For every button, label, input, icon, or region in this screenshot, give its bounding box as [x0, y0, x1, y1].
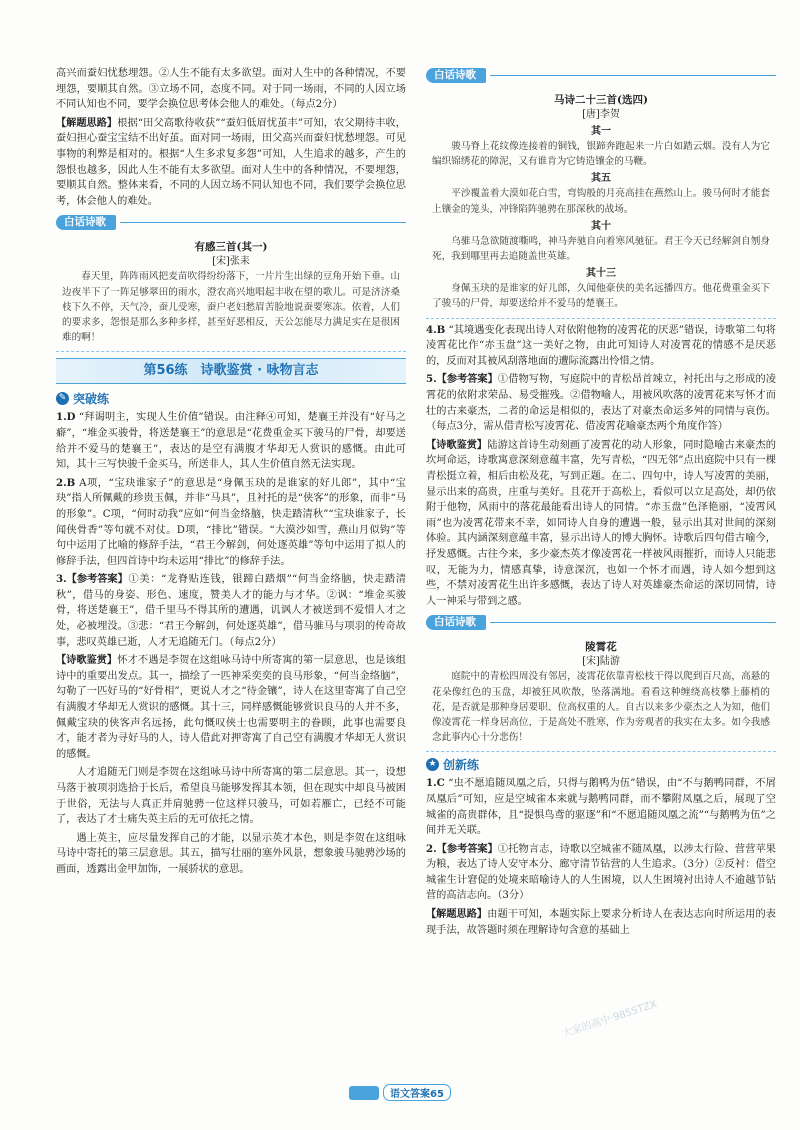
- question-answer: “其境遇变化表现出诗人对依附他物的凌霄花的厌恶”错误，诗歌第二句将凌霄花比作“赤玉盘”这一美好之物，由此可知诗人对凌霄花的情感不是厌恶的，反而对其被风刮落地面的遭际流露出怜惜之情。: [426, 324, 776, 367]
- poem-translation: 平沙覆盖着大漠如花白雪，弯钩般的月亮高挂在燕然山上。骏马何时才能套上镶金的笼头，冲锋陷阵驰骋在那深秋的战场。: [432, 188, 770, 215]
- question-answer: ①美：“龙脊贴连钱，银蹄白踏烟”“何当金络脑，快走踏清秋”，借马的身姿、形色、速度，赞美人才的能力与才华。②讽：“堆金买骏骨，将送楚襄王”，借千里马不得其所的遭遇，讥讽人才被送到不爱惜人才之处，必被埋没。③悲：“君王今解剑，何处逐英雄”，借马骓马与项羽的传奇故事，悲叹英雄已逝，人才无追随无门。（每点2分）: [56, 574, 406, 648]
- question-number: 2.: [426, 842, 437, 855]
- poem-author: [宋]陆游: [582, 656, 620, 668]
- appreciation-text: 怀才不遇是李贺在这组咏马诗中所寄寓的第一层意思，也是该组诗中的重要出发点。其一，描绘了一匹神采奕奕的良马形象，“何当金络脑”，勾勒了一匹好马的“好骨相”，更说人才之“待金镶”，诗人在这里寄寓了自己空有满腹才华却无人赏识的感慨。其十三，同样感慨能够赏识良马的人并不多，佩戴宝玦的侠客声名远扬，此句慨叹侠士也需要明主的眷顾，此事也需要良才，能才者为寻好马的人，诗人借此对押寄寓了自己空有满腹才华却无人赏识的感慨。: [56, 655, 406, 760]
- question-answer: ①托物言志，诗歌以空城雀不随凤凰，以涉太行险、营营苹果为粮，表达了诗人安守本分、廊守清节钻营的人生追求。（3分）②反衬：借空城雀生计窘促的处境来暗喻诗人的人生困境，以人生困境衬出诗人不逾越节钻营的高洁志向。（3分）: [426, 843, 776, 902]
- appreciation-tag: 【诗歌鉴赏】: [56, 654, 118, 667]
- practice-heading: ✎ 突破练: [56, 390, 406, 407]
- poem-translation-box: [426, 90, 776, 319]
- answer-tag: 【参考答案】: [436, 373, 498, 386]
- poem-title: 陵霄花: [585, 641, 617, 654]
- vernacular-poem-banner: [56, 213, 406, 231]
- poem-translation: 乌骓马急欲随渡嘶鸣，神马奔驰自向着寒风驰征。君王今天已经解剑自刎身死，我到哪里再去追随盖世英雄。: [432, 235, 770, 263]
- poem-part-title: 其十: [591, 220, 611, 232]
- poem-part-title: 其一: [591, 126, 611, 137]
- page-number: 语文答案65: [383, 1084, 451, 1101]
- question-number: 5.: [426, 373, 437, 386]
- question-number: 2.B: [56, 476, 76, 489]
- poem-part-title: 其五: [591, 173, 611, 185]
- banner-label: 白话诗歌: [426, 68, 486, 83]
- poem-author: [唐]李贺: [582, 109, 620, 120]
- question-number: 1.D: [56, 411, 76, 424]
- poem-author: [宋]张耒: [212, 256, 250, 268]
- right-column: [426, 66, 776, 941]
- appreciation-paragraph: 人才追随无门则是李贺在这组咏马诗中所寄寓的第二层意思。其一，设想马落于被项羽选拾于长后，希望良马能够发挥其本领，但在现实中却良马被困于世俗，无法与人真正并肩驰骋一位这样只骏马，可如若雁亡，已经不可能了，表达了才士痛失英主后的无可依托之情。: [56, 767, 406, 826]
- page-footer: [0, 1084, 800, 1101]
- question-answer: “虫不愿追随凤凰之后，只得与鹅鸭为伍”错误，由“不与鹅鸭同群，不屑凤凰后”可知，应是空城雀本来就与鹅鸭同群，而不攀附凤凰之后，展现了空城雀的高贵群体，且“提惧鸟鸢的驱逐”和“不愿追随凤凰之流”“与鹅鸭为伍”之间并无关联。: [426, 778, 776, 837]
- appreciation-text: 陆游这首诗生动刻画了凌霄花的动人形象，同时隐喻古来豪杰的坎坷命运，诗歌寓意深刻意蕴丰富，先写青松，“四无邻”点出庭院中只有一棵青松挺立着，相后由松及花，写到正题。在二、四句中，诗人写凌霄的美丽，显示出来的高贵，庄重与美好。且花开于高松上，看似可以立足高处，却仍依附于他物，风雨中的落花最能看出诗人的同情。“赤玉盘”色泽艳丽，“凌霄风雨”也为凌霄花带来不幸，如同诗人自身的遭遇一般，显示出其对世间的深刻体验。其内涵深刻意蕴丰富，显示出诗人的博大胸怀。诗歌后四句借古喻今，抒发感慨。古往今来，多少豪杰英才像凌霄花一样被风雨摧折，而诗人只能悲叹，无能为力，情感真挚，诗意深沉，也如一个怀才而遇，诗人如今想到这些，不禁对凌霄花生出许多感慨，表达了诗人对英雄豪杰命运的深切同情，诗人一神采与带到之感。: [426, 439, 776, 607]
- question-answer: “拜谒明主，实现人生价值”错误。由注释④可知，楚襄王并没有“好马之癖”，“堆金买骏骨，将送楚襄王”的意思是“花费重金买下骏马的尸骨，却要送给并不爱马的楚襄王”，表达的是空有满腹才华却无人赏识的感慨。由此可知，其十三写快骏千金买马，所送非人，其人生价值自然无法实现。: [56, 412, 406, 471]
- poem-title: 马诗二十三首(选四): [554, 94, 648, 106]
- analysis-tag: 【解题思路】: [426, 908, 488, 921]
- answer-tag: 【参考答案】: [436, 842, 498, 855]
- answer-paragraph: 高兴而蚕妇忧愁埋怨。②人生不能有太多欲望。面对人生中的各种情况，不要埋怨，要顺其自然。③立场不同，态度不同。对于同一场雨，不同的人因立场不同认知也不同，要学会换位思考体会他人的难处。（每点2分）: [56, 68, 406, 111]
- question-number: 1.C: [426, 777, 445, 790]
- analysis-tag: 【解题思路】: [56, 116, 118, 129]
- analysis-text: 由题干可知，本题实际上要求分析诗人在表达志向时所运用的表现手法，故答题时须在理解诗句含意的基础上: [426, 909, 776, 936]
- left-column: [56, 66, 406, 881]
- answer-tag: 【参考答案】: [66, 573, 128, 586]
- appreciation-paragraph: 遇上英主，应尽量发挥自己的才能，以显示英才本色，则是李贺在这组咏马诗中寄托的第三层意思。其五，描写壮丽的塞外风景，想象骏马驰骋沙场的画面，透露出金甲加饰，一展骄状的意思。: [56, 832, 406, 875]
- question-number: 4.B: [426, 323, 446, 336]
- poem-translation: 骏马脊上花纹像连接着的铜钱，银蹄奔跑起来一片白如踏云烟。没有人为它编织锦绣花的障泥，又有谁肯为它铸造镶金的马鞭。: [432, 141, 770, 168]
- poem-translation: 春天里，阵阵雨风把麦苗吹得纷纷落下，一片片生出绿的豆角开始下垂。山边夜半下了一阵足够翠田的雨水，澄农高兴地唱起丰收在望的歌儿。可是济济桑枝下久不停，天气冷，蚕儿受寒，蚕户老妇愁眉苦脸地说蚕要寒冻。依着，人们的要求多，怨恨是那么多种多样，甚至好恶相反，天公怎能尽力满足实在是很困难的啊！: [62, 271, 400, 344]
- pencil-icon: ✎: [56, 392, 69, 405]
- poem-translation: 身佩玉玦的是谁家的好儿郎，久闻他豪侠的美名远播四方。他花费重金买下了骏马的尸骨，却要送给并不爱马的楚襄王。: [432, 283, 770, 310]
- poem-title: 有感三首(其一): [194, 241, 268, 254]
- vernacular-poem-banner: [426, 613, 776, 631]
- watermark: 大家的高中·985STZX: [561, 998, 659, 1040]
- section-title: 第56练 诗歌鉴赏 · 咏物言志: [56, 358, 406, 384]
- poem-translation-box: [56, 237, 406, 352]
- question-answer: ①借物写物，写庭院中的青松昂首竦立，衬托出与之形成的凌霄花的依附求荣品、易受摧残。②借物喻人，用被风吹落的凌霄花来写怀才而壮的古来豪杰，二者的命运是相似的，表达了对豪杰命运多舛的同情与哀伤。（每点3分，需从借青松写凌霄花、借凌霄花喻豪杰两个角度作答）: [426, 374, 776, 433]
- question-number: 3.: [56, 573, 67, 586]
- brand-logo-icon: [349, 1086, 379, 1100]
- banner-label: 白话诗歌: [56, 215, 116, 230]
- innovation-heading: ★ 创新练: [426, 756, 776, 773]
- poem-translation: 庭院中的青松四周没有邻居，凌霄花依靠青松枝干得以爬到百尺高，高悬的花朵像红色的玉盘，却被狂风吹散，坠落满地。看看这种缠绕高枝攀上藤梢的花，是否就是那种身居要职、位高权重的人。自古以来多少豪杰之人为知，他们像凌霄花一样身居高位，于是高处不胜寒，作为旁观者的我实在太多。如今我感念此事内心十分悲伤！: [432, 671, 770, 744]
- question-answer: A项，“宝玦谁家子”的意思是“身佩玉玦的是谁家的好儿郎”，其中“宝玦”指人所佩戴的珍贵玉佩，并非“马具”，且衬托的是“侠客”的形象，而非“马的形象”。C项，“何时动我”应如“何当金络脑，快走踏清秋”“宝玦谁家子，长闻侠骨香”等句就不对仗。D项，“排比”错误。“大漠沙如雪，燕山月似钩”等句中运用了比喻的修辞手法，“君王今解剑，何处逐英雄”等句中运用了拟人的修辞手法，但四首诗中均未运用“排比”的修辞手法。: [56, 477, 406, 567]
- appreciation-tag: 【诗歌鉴赏】: [426, 438, 488, 451]
- vernacular-poem-banner: [426, 66, 776, 84]
- poem-translation-box: [426, 637, 776, 752]
- analysis-text: 根据“田父高歌待收获”“蚕妇低眉忧茧丰”可知，农父期待丰收，蚕妇担心蚕宝宝结不出好茧。面对同一场雨，田父高兴而蚕妇忧愁埋怨。可见事物的利弊是相对的。根据“人生多求复多怨”可知，人生追求的越多，产生的怨恨也越多，因此人生不能有太多欲望。面对人生中的各种情况，不要埋怨，要顺其自然。整体来看，不同的人因立场不同认知也不同，我们要学会换位思考，体会他人的难处。: [56, 117, 406, 207]
- star-icon: ★: [426, 758, 439, 771]
- poem-part-title: 其十三: [586, 268, 616, 280]
- banner-label: 白话诗歌: [426, 615, 486, 630]
